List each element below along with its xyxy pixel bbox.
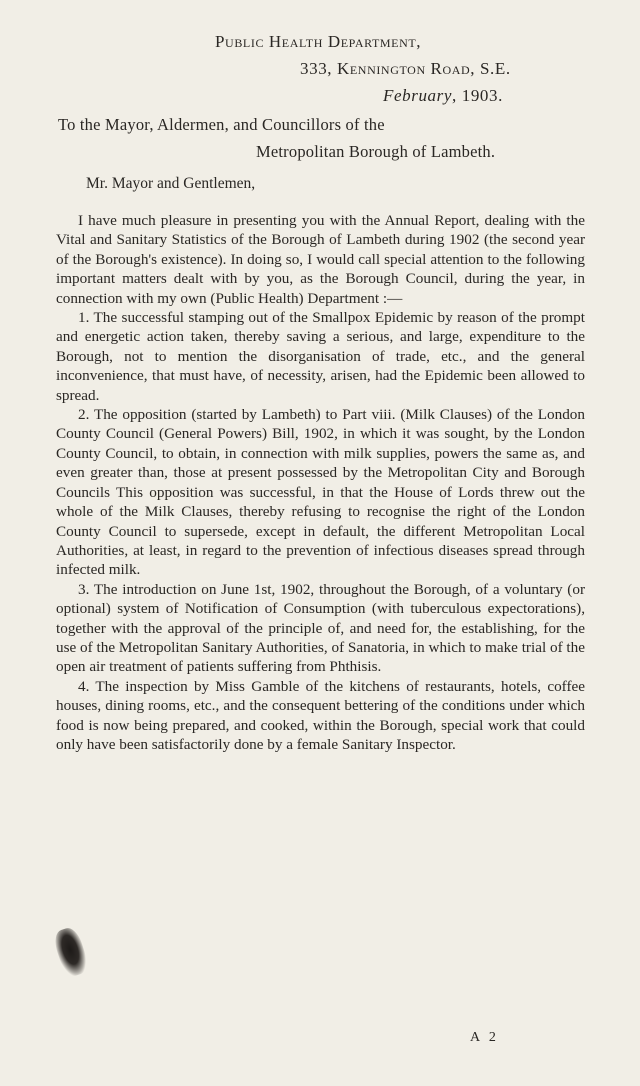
letter-date-month: February: [383, 86, 453, 105]
item-4-paragraph: 4. The inspection by Miss Gamble of the kitchens of restaurants, hotels, coffee houses, dining rooms, etc., and the consequent bettering of the conditions under which food is now being prepared, and cooked, within the Borough, special work that could only have been satisfactorily done by a female Sanitary Inspector.: [56, 677, 585, 753]
letter-body: [56, 211, 585, 754]
item-1-paragraph: 1. The successful stamping out of the Smallpox Epidemic by reason of the prompt and energetic action taken, thereby saving a serious, and large, expenditure to the Borough, not to mention the disorganisation of trade, etc., and the general inconvenience, that must have, of necessity, arisen, had the Epidemic been allowed to spread.: [56, 309, 585, 404]
department-heading: Public Health Department,: [215, 32, 422, 51]
item-2-paragraph: 2. The opposition (started by Lambeth) to Part viii. (Milk Clauses) of the London County Council (General Powers) Bill, 1902, in which it was sought, by the London County Council, to obtain, in connection with milk supplies, powers the same as, and even greater than, those at present possessed by the Metropolitan City and Borough Councils This opposition was successful, in that the House of Lords threw out the whole of the Milk Clauses, thereby refusing to recognise the right of the London County Council to supersede, except in default, the different Metropolitan Local Authorities, at least, in regard to the prevention of infectious diseases spread through infected milk.: [56, 406, 585, 579]
department-address: 333, Kennington Road, S.E.: [300, 59, 511, 78]
ink-smudge: [51, 925, 91, 979]
letter-date: [383, 86, 503, 106]
addressee-line-2: Metropolitan Borough of Lambeth.: [256, 142, 496, 161]
intro-paragraph: I have much pleasure in presenting you with the Annual Report, dealing with the Vital and Sanitary Statistics of the Borough of Lambeth during 1902 (the second year of the Borough's existence). In doing so, I would call special attention to the following important matters dealt with by you, as the Borough Council, during the year, in connection with my own (Public Health) Department :—: [56, 212, 585, 307]
letter-date-year: , 1903.: [452, 86, 503, 105]
item-3-paragraph: 3. The introduction on June 1st, 1902, throughout the Borough, of a voluntary (or optional) system of Notification of Consumption (with tuberculous expectorations), together with the approval of the principle of, and need for, the establishing, for the use of the Metropolitan Sanitary Authorities, of Sanatoria, in which to make trial of the open air treatment of patients suffering from Phthisis.: [56, 580, 585, 676]
addressee-line-1: To the Mayor, Aldermen, and Councillors of the: [58, 115, 385, 134]
salutation: Mr. Mayor and Gentlemen,: [86, 175, 256, 192]
page-folio: A 2: [470, 1030, 499, 1045]
